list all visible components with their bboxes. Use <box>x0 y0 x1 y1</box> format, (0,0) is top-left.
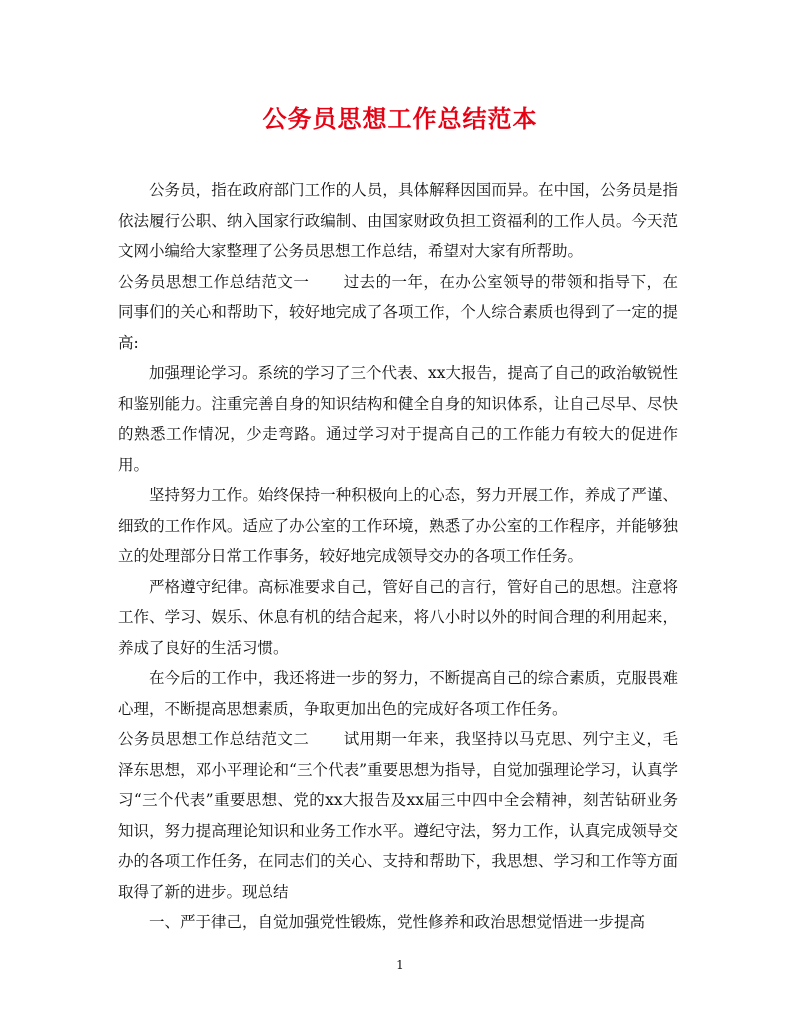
section-two-paragraph <box>118 724 678 907</box>
page-number: 1 <box>396 958 404 972</box>
section-two-heading: 公务员思想工作总结范文二 <box>118 730 310 748</box>
section-one-paragraph <box>118 267 678 359</box>
document-body <box>118 175 678 938</box>
section-one-opening: 过去的一年，在办公室领导的带领和指导下，在同事们的关心和帮助下，较好地完成了各项工作，个人综合素质也得到了一定的提高: <box>118 272 678 352</box>
section-one-point-3: 严格遵守纪律。高标准要求自己，管好自己的言行，管好自己的思想。注意将工作、学习、娱乐、休息有机的结合起来，将八小时以外的时间合理的利用起来，养成了良好的生活习惯。 <box>118 577 678 657</box>
section-one-heading: 公务员思想工作总结范文一 <box>118 272 310 291</box>
section-one-point-2: 坚持努力工作。始终保持一种积极向上的心态，努力开展工作，养成了严谨、细致的工作作风。适应了办公室的工作环境，熟悉了办公室的工作程序，并能够独立的处理部分日常工作事务，较好地完成领导交办的各项工作任务。 <box>118 486 678 565</box>
document-title: 公务员思想工作总结范本 <box>262 104 538 133</box>
intro-paragraph: 公务员，指在政府部门工作的人员，具体解释因国而异。在中国，公务员是指依法履行公职、纳入国家行政编制、由国家财政负担工资福利的工作人员。今天范文网小编给大家整理了公务员思想工作总结，希望对大家有所帮助。 <box>118 181 678 260</box>
section-two-item-1: 一、严于律己，自觉加强党性锻炼，党性修养和政治思想觉悟进一步提高 <box>149 913 646 931</box>
section-one-point-1: 加强理论学习。系统的学习了三个代表、xx大报告，提高了自己的政治敏锐性和鉴别能力。注重完善自身的知识结构和健全自身的知识体系，让自己尽早、尽快的熟悉工作情况，少走弯路。通过学习对于提高自己的工作能力有较大的促进作用。 <box>118 364 678 474</box>
section-two-opening: 试用期一年来，我坚持以马克思、列宁主义，毛泽东思想，邓小平理论和“三个代表”重要思想为指导，自觉加强理论学习，认真学习“三个代表”重要思想、党的xx大报告及xx届三中四中全会精神，刻苦钻研业务知识，努力提高理论知识和业务工作水平。遵纪守法，努力工作，认真完成领导交办的各项工作任务，在同志们的关心、支持和帮助下，我思想、学习和工作等方面取得了新的进步。现总结 <box>118 730 678 901</box>
section-one-point-4: 在今后的工作中，我还将进一步的努力，不断提高自己的综合素质，克服畏难心理，不断提高思想素质，争取更加出色的完成好各项工作任务。 <box>118 669 678 718</box>
